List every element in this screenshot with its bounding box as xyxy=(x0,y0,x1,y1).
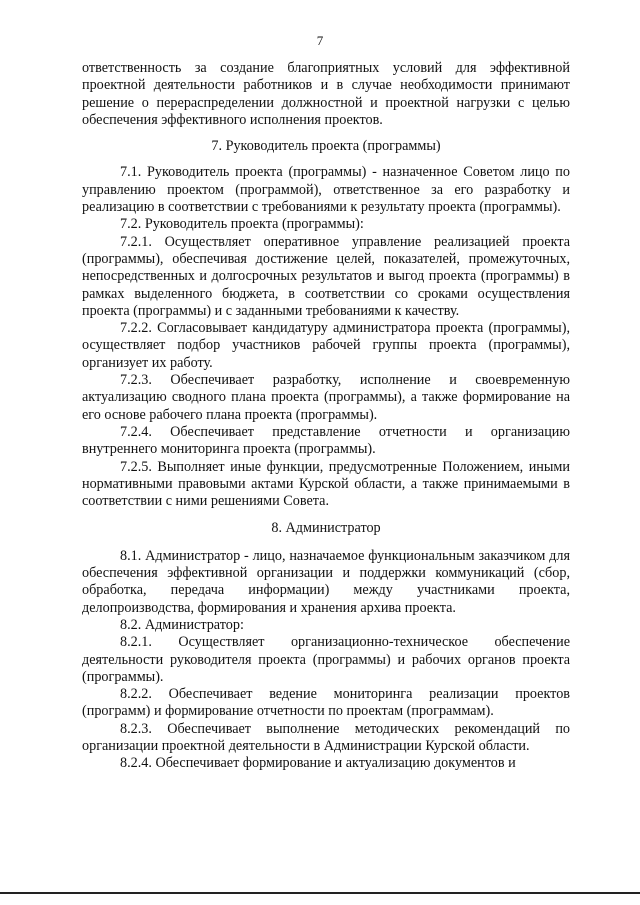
paragraph-7-1: 7.1. Руководитель проекта (программы) - назначенное Советом лицо по управлению проектом (программой), ответственное за его разработку и реализацию в соответствии с требованиями к результату проекта (программы). xyxy=(82,164,570,216)
paragraph-8-2: 8.2. Администратор: xyxy=(120,616,244,633)
paragraph-8-1: 8.1. Администратор - лицо, назначаемое функциональным заказчиком для обеспечения эффективной организации и поддержки коммуникаций (сбор, обработка, передача информации) между участниками проекта, делопроизводства, формирования и хранения архива проекта. xyxy=(82,547,570,616)
paragraph-8-2-1: 8.2.1. Осуществляет организационно-техническое обеспечение деятельности руководителя проекта (программы) и рабочих органов проекта (программы). xyxy=(82,634,570,685)
paragraph-8-2-4: 8.2.4. Обеспечивает формирование и актуализацию документов и xyxy=(120,755,516,772)
paragraph-7-2-5: 7.2.5. Выполняет иные функции, предусмотренные Положением, иными нормативными правовыми актами Курской области, а также принимаемыми в соответствии с ними решениями Совета. xyxy=(82,458,570,510)
section-heading-8: 8. Администратор xyxy=(271,520,381,537)
paragraph-8-2-3: 8.2.3. Обеспечивает выполнение методических рекомендаций по организации проектной деятельности в Администрации Курской области. xyxy=(82,720,570,754)
paragraph-7-2-4: 7.2.4. Обеспечивает представление отчетности и организацию внутреннего мониторинга проекта (программы). xyxy=(82,423,570,458)
section-heading-7: 7. Руководитель проекта (программы) xyxy=(211,138,441,155)
paragraph-7-2-1: 7.2.1. Осуществляет оперативное управление реализацией проекта (программы), обеспечивая достижение целей, показателей, промежуточных, непосредственных и долгосрочных результатов и выгод проекта (программы) в рамках выделенного бюджета, в соответствии со сроками осуществления проекта (программы) и с заданными требованиями к качеству. xyxy=(82,233,570,319)
paragraph-intro: ответственность за создание благоприятных условий для эффективной проектной деятельности работников и в случае необходимости принимают решение о перераспределении должностной и проектной нагрузки с целью обеспечения эффективного исполнения проектов. xyxy=(82,60,570,128)
document-body xyxy=(82,60,570,773)
paragraph-7-2-3: 7.2.3. Обеспечивает разработку, исполнение и своевременную актуализацию сводного плана проекта (программы), а также формирование на его основе рабочего плана проекта (программы). xyxy=(82,372,570,423)
page-number: 7 xyxy=(316,33,324,48)
paragraph-8-2-2: 8.2.2. Обеспечивает ведение мониторинга реализации проектов (программ) и формирование отчетности по проектам (программам). xyxy=(82,686,570,720)
paragraph-7-2: 7.2. Руководитель проекта (программы): xyxy=(120,216,364,233)
paragraph-7-2-2: 7.2.2. Согласовывает кандидатуру администратора проекта (программы), осуществляет подбор участников рабочей группы проекта (программы), организует их работу. xyxy=(82,320,570,371)
page-bottom-edge xyxy=(0,892,640,894)
